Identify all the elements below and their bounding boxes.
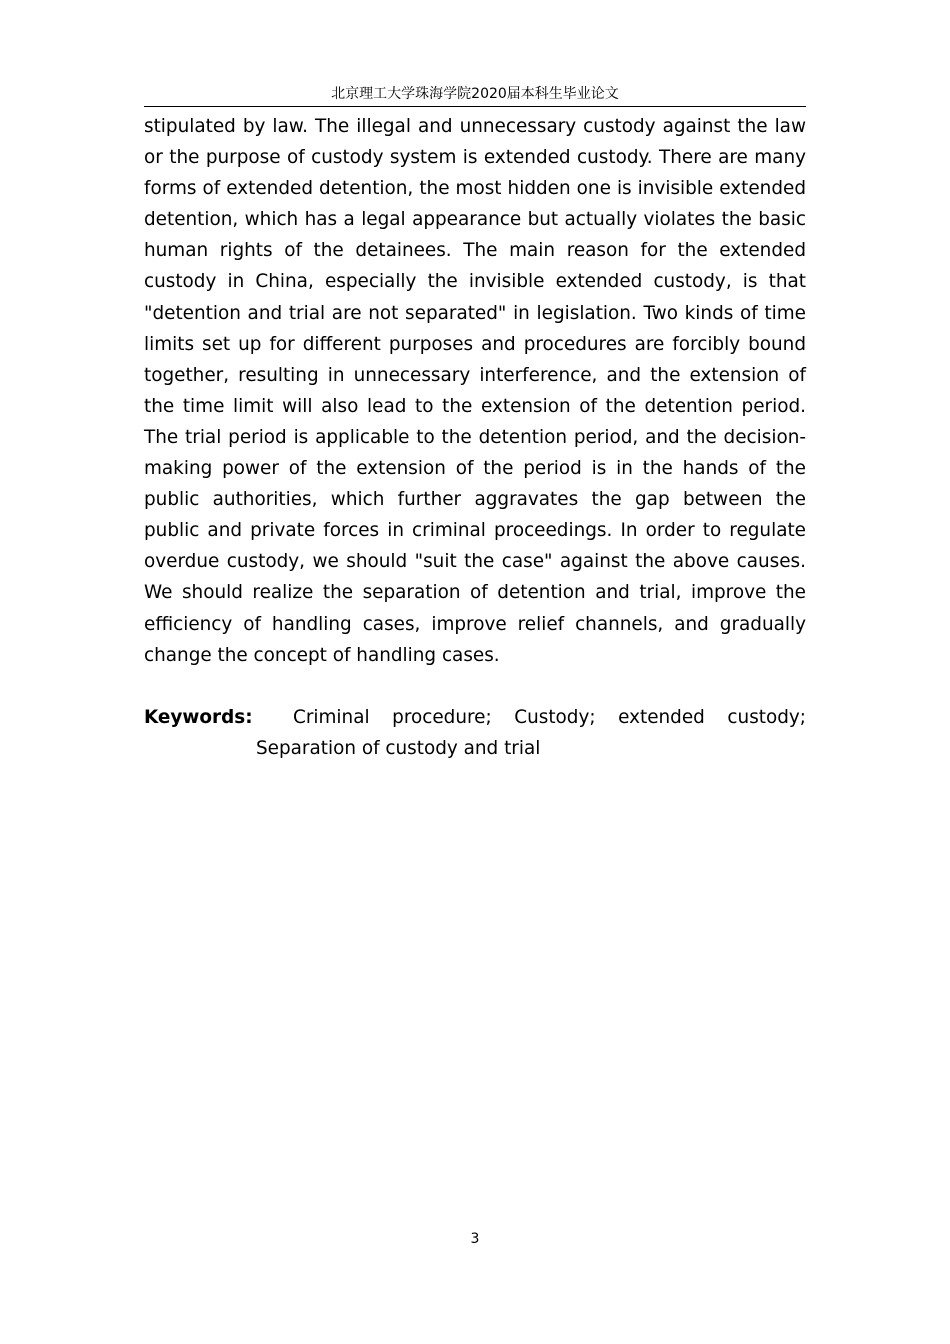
abstract-body: stipulated by law. The illegal and unnecessary custody against the law or the purpose of custody system is extended custody. There are many forms of extended detention, the most hidden one is invisible extended detention, which has a legal appearance but actually violates the basic human rights of the detainees. The main reason for the extended custody in China, especially the invisible extended custody, is that "detention and trial are not separated" in legislation. Two kinds of time limits set up for different purposes and procedures are forcibly bound together, resulting in unnecessary interference, and the extension of the time limit will also lead to the extension of the detention period. The trial period is applicable to the detention period, and the decision-making power of the extension of the period is in the hands of the public authorities, which further aggravates the gap between the public and private forces in criminal proceedings. In order to regulate overdue custody, we should "suit the case" against the above causes. We should realize the separation of detention and trial, improve the efficiency of handling cases, improve relief channels, and gradually change the concept of handling cases. — [144, 116, 806, 666]
keywords-value: Criminal procedure; Custody; extended custody; Separation of custody and trial — [256, 707, 806, 760]
keywords-block — [144, 702, 806, 764]
keywords-label: Keywords: — [144, 707, 253, 728]
page-number: 3 — [470, 1231, 480, 1247]
page-header: 北京理工大学珠海学院2020届本科生毕业论文 — [144, 84, 806, 107]
